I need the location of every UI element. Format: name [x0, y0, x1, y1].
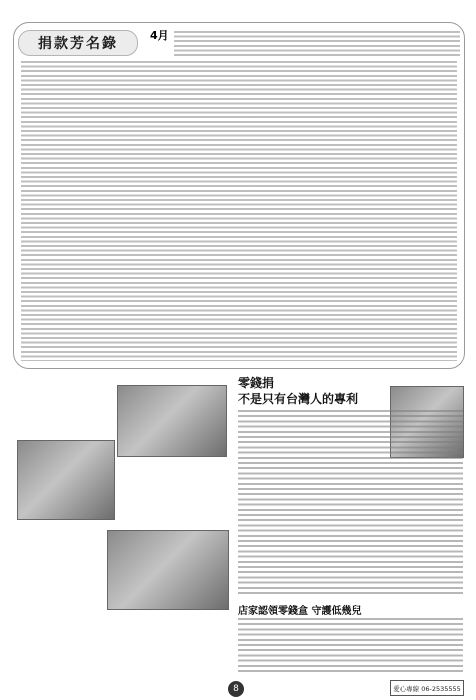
- page-number: 8: [228, 681, 244, 697]
- donation-month: 4月: [150, 29, 169, 42]
- article-title-line1: 零錢捐: [238, 376, 275, 390]
- article-subsection-text: [238, 618, 463, 673]
- photo-caption-bottom: [112, 628, 226, 664]
- photo-group-left: [17, 440, 115, 520]
- donation-title: 捐款芳名錄: [38, 36, 118, 52]
- article-title-line2: 不是只有台灣人的專利: [238, 392, 359, 406]
- donor-list-text: [21, 61, 457, 361]
- donation-list-box: [13, 22, 465, 369]
- donor-list-header-text: [174, 31, 460, 57]
- photo-group-top: [117, 385, 227, 457]
- article-body-text: [238, 410, 463, 595]
- donation-title-banner: [18, 30, 138, 56]
- hotline-box: 愛心專線 06-2535555: [390, 680, 464, 696]
- photo-caption-left: [22, 530, 97, 550]
- article-subheading: 店家認領零錢盒 守護低幾兒: [238, 606, 362, 617]
- photo-mascot-display: [107, 530, 229, 610]
